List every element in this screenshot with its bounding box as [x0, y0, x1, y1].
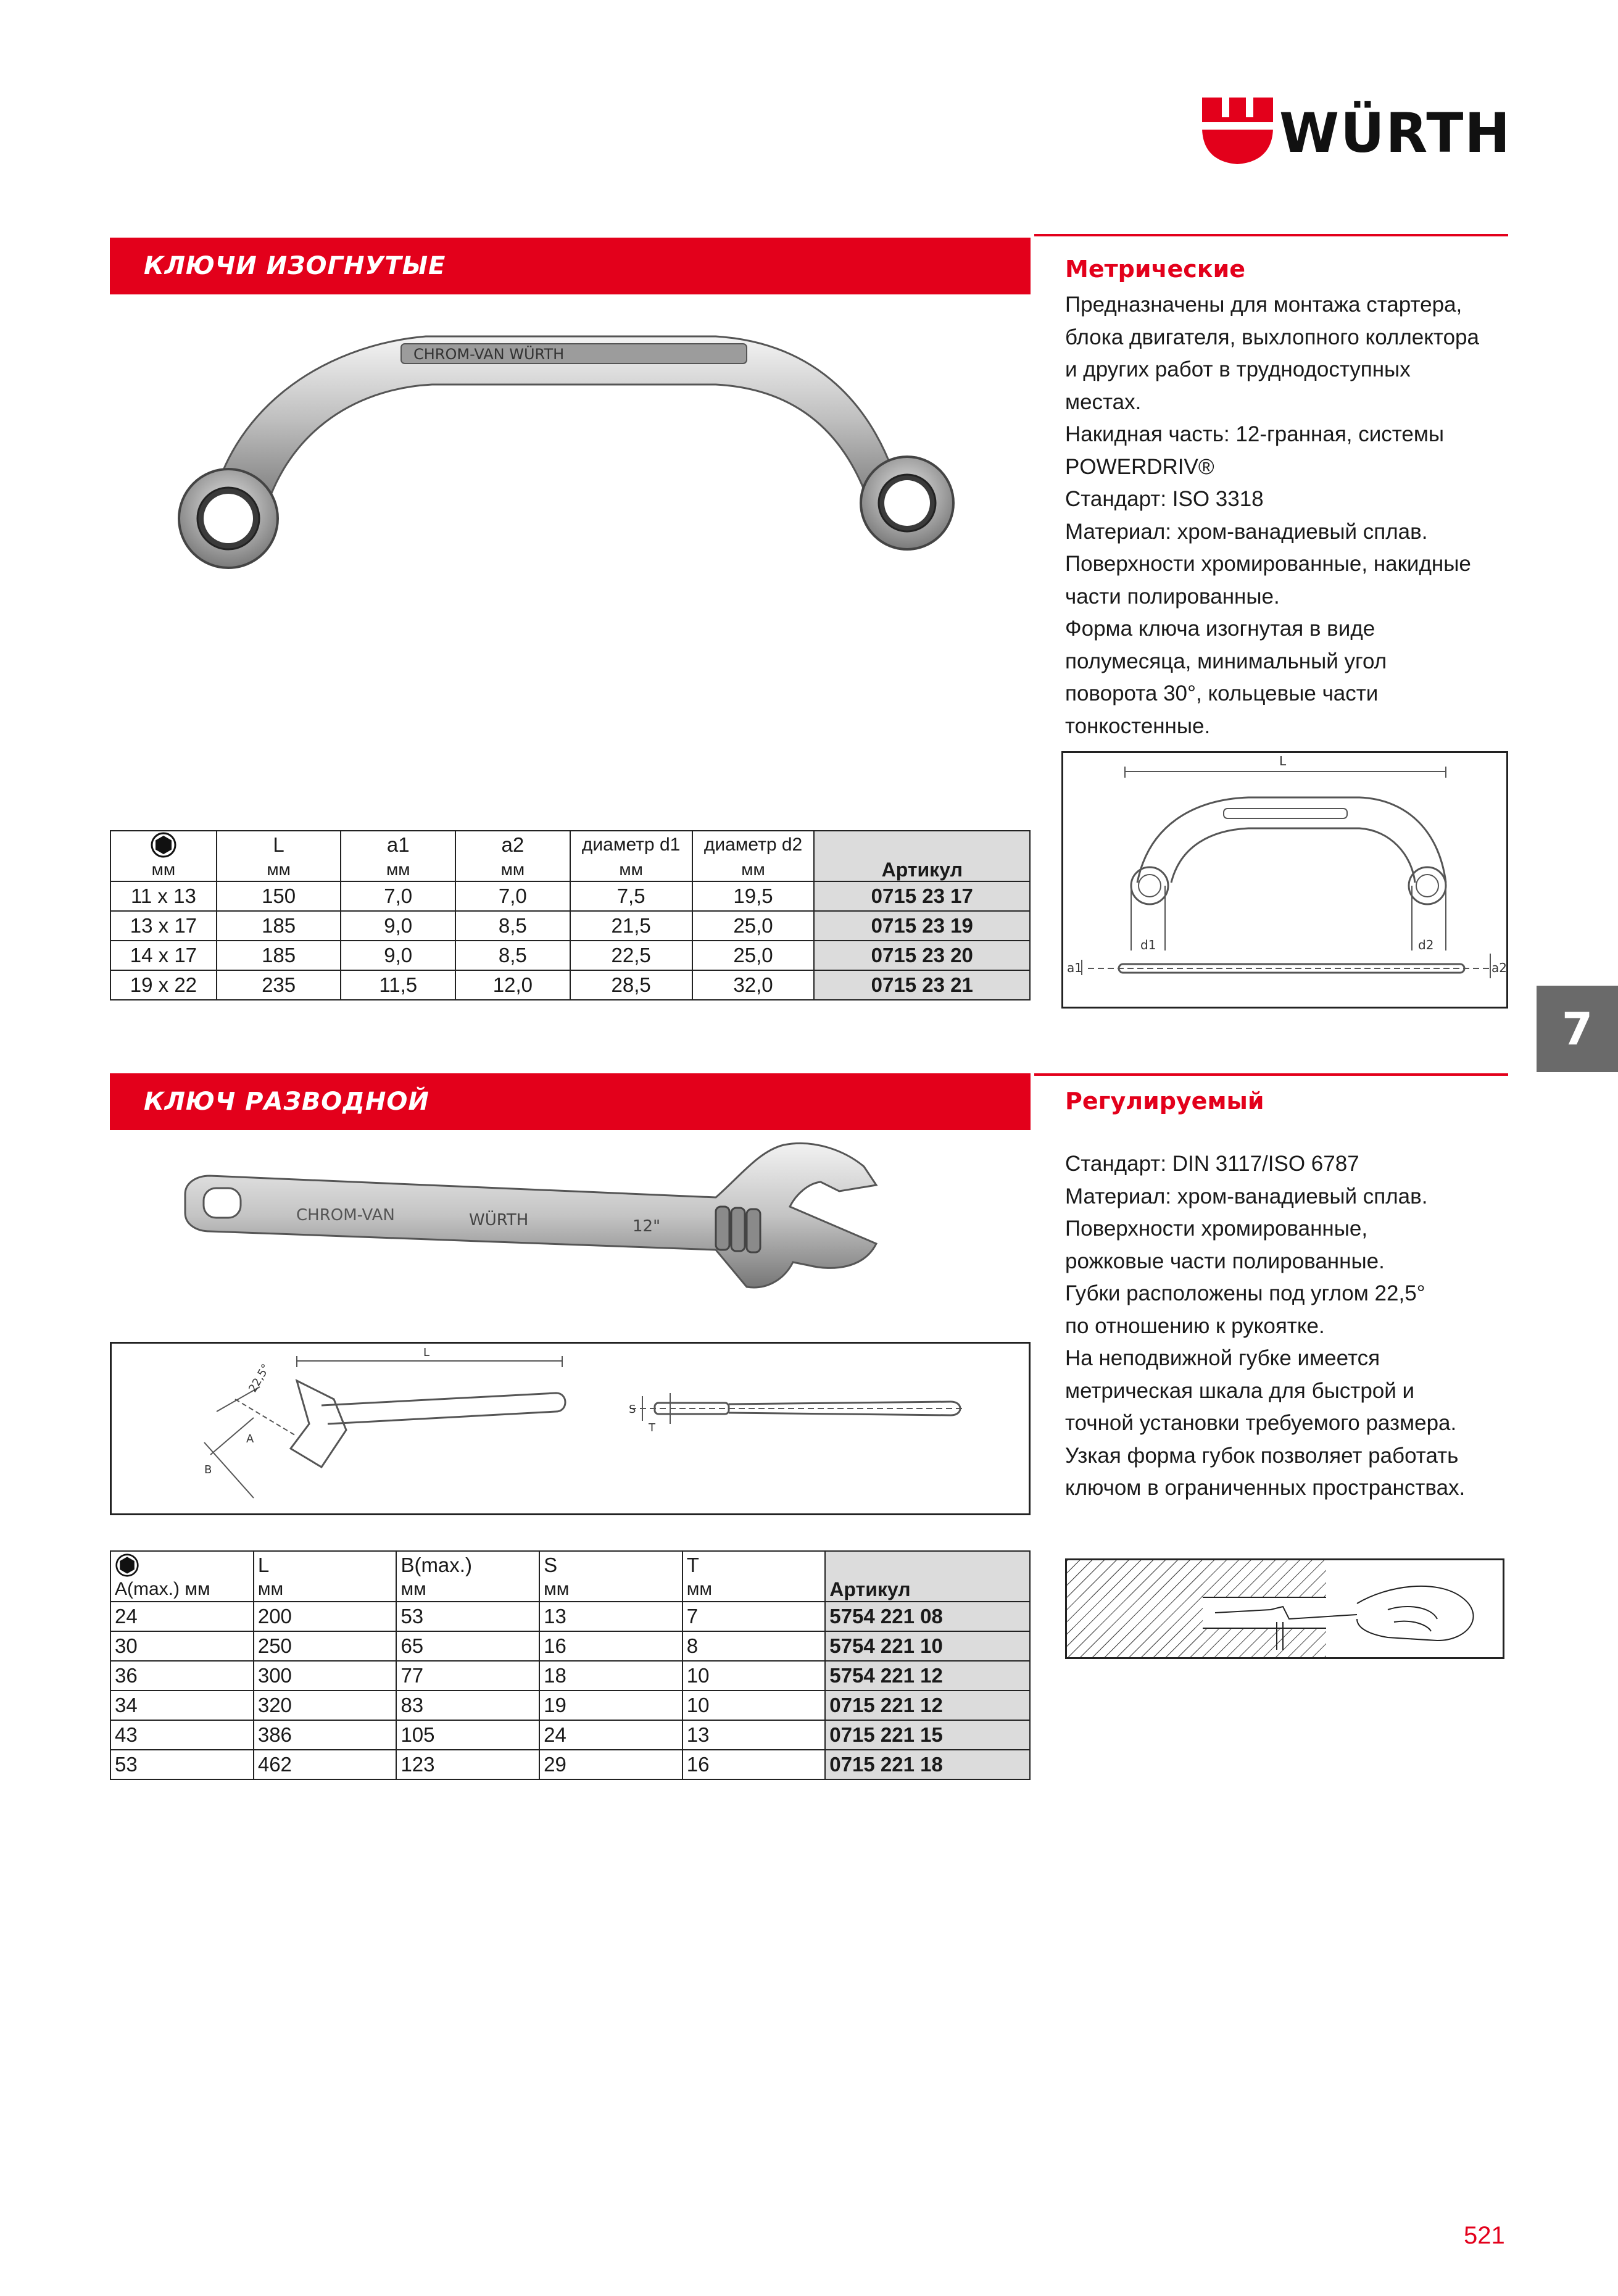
description-line: Материал: хром-ванадиевый сплав.: [1065, 1184, 1428, 1208]
curved-wrench-spec-table: [110, 830, 1031, 1000]
cell: 200: [254, 1602, 397, 1631]
description-line: Материал: хром-ванадиевый сплав.: [1065, 519, 1428, 544]
cell: 11,5: [341, 970, 455, 1000]
description-line: рожковые части полированные.: [1065, 1249, 1385, 1273]
table1-header: L: [217, 831, 341, 859]
section1-title: КЛЮЧИ ИЗОГНУТЫЕ: [144, 252, 446, 280]
cell: 185: [217, 911, 341, 941]
drawing-label-angle: 22,5°: [246, 1362, 273, 1395]
cell: 9,0: [341, 911, 455, 941]
section2-rule: [1034, 1073, 1508, 1076]
table2-header: L: [254, 1551, 397, 1578]
cell: 14 x 17: [110, 941, 217, 970]
table2-header-article-top: [825, 1551, 1030, 1578]
cell: 19 x 22: [110, 970, 217, 1000]
article-number: 0715 23 20: [814, 941, 1030, 970]
table2-unit: мм: [682, 1578, 826, 1602]
cell: 7: [682, 1602, 826, 1631]
description-line: местах.: [1065, 389, 1142, 414]
cell: 13 x 17: [110, 911, 217, 941]
adjustable-wrench-photo: [173, 1139, 907, 1318]
description-line: POWERDRIV®: [1065, 454, 1214, 479]
cell: 43: [110, 1720, 254, 1750]
cell: 13: [539, 1602, 682, 1631]
table2-header: B(max.): [396, 1551, 539, 1578]
table1-header: a1: [341, 831, 455, 859]
cell: 19: [539, 1691, 682, 1720]
curved-wrench-photo: [160, 312, 1024, 571]
cell: 150: [217, 881, 341, 911]
article-number: 0715 23 19: [814, 911, 1030, 941]
table-row: [110, 1602, 1030, 1631]
cell: 235: [217, 970, 341, 1000]
description-line: точной установки требуемого размера.: [1065, 1411, 1457, 1435]
description-line: Форма ключа изогнутая в виде: [1065, 617, 1375, 641]
table-row: [110, 970, 1030, 1000]
article-number: 0715 221 15: [825, 1720, 1030, 1750]
section2-description: [1065, 1148, 1509, 1505]
page-number: 521: [1464, 2222, 1505, 2249]
drawing-label-t: T: [649, 1421, 655, 1434]
article-number: 5754 221 08: [825, 1602, 1030, 1631]
section2-title: КЛЮЧ РАЗВОДНОЙ: [144, 1088, 429, 1116]
chapter-tab: 7: [1537, 986, 1618, 1072]
table2-header: S: [539, 1551, 682, 1578]
section2-subtitle: Регулируемый: [1065, 1088, 1264, 1115]
hex-size-header: [110, 831, 217, 859]
table1-unit: мм: [692, 859, 815, 881]
section2-title-bar: [110, 1073, 1031, 1130]
table1-header-article: Артикул: [814, 859, 1030, 881]
description-line: полумесяца, минимальный угол: [1065, 649, 1387, 673]
description-line: На неподвижной губке имеется: [1065, 1346, 1380, 1370]
cell: 77: [396, 1661, 539, 1691]
article-number: 0715 23 21: [814, 970, 1030, 1000]
drawing-label-b: B: [204, 1463, 212, 1476]
drawing-label-s: S: [629, 1403, 636, 1416]
description-line: Поверхности хромированные, накидные: [1065, 552, 1471, 576]
jaw-size-header: [110, 1551, 254, 1578]
cell: 24: [110, 1602, 254, 1631]
table2-unit: мм: [539, 1578, 682, 1602]
table-row: [110, 1720, 1030, 1750]
cell: 250: [254, 1631, 397, 1661]
cell: 7,0: [455, 881, 570, 911]
table1-header: диаметр d1: [570, 831, 692, 859]
table2-unit: мм: [254, 1578, 397, 1602]
drawing-label-a: A: [246, 1433, 254, 1445]
cell: 24: [539, 1720, 682, 1750]
table-row: [110, 1750, 1030, 1779]
description-line: Поверхности хромированные,: [1065, 1217, 1368, 1241]
section1-rule: [1034, 234, 1508, 236]
description-line: Накидная часть: 12-гранная, системы: [1065, 422, 1445, 446]
cell: 18: [539, 1661, 682, 1691]
table2-unit: A(max.) мм: [110, 1578, 254, 1602]
curved-wrench-drawing: [1061, 751, 1508, 1009]
table2-header-article: Артикул: [825, 1578, 1030, 1602]
cell: 8: [682, 1631, 826, 1661]
table-row: [110, 911, 1030, 941]
cell: 123: [396, 1750, 539, 1779]
cell: 462: [254, 1750, 397, 1779]
wurth-logo-icon: [1202, 98, 1273, 165]
table-row: [110, 1631, 1030, 1661]
cell: 16: [682, 1750, 826, 1779]
description-line: поворота 30°, кольцевые части: [1065, 681, 1379, 705]
table-row: [110, 941, 1030, 970]
table1-unit: мм: [570, 859, 692, 881]
table2-unit: мм: [396, 1578, 539, 1602]
section1-description: [1065, 289, 1509, 742]
description-line: Стандарт: ISO 3318: [1065, 487, 1264, 511]
article-number: 5754 221 12: [825, 1661, 1030, 1691]
description-line: и других работ в труднодоступных: [1065, 357, 1411, 381]
table2-header: T: [682, 1551, 826, 1578]
cell: 65: [396, 1631, 539, 1661]
drawing-label-a2: a2: [1491, 960, 1506, 975]
table1-unit: мм: [455, 859, 570, 881]
engraving-right: 12": [633, 1217, 661, 1236]
usage-illustration: [1065, 1558, 1504, 1659]
cell: 34: [110, 1691, 254, 1720]
cell: 105: [396, 1720, 539, 1750]
drawing-label-a1: a1: [1067, 960, 1082, 975]
cell: 25,0: [692, 941, 815, 970]
cell: 10: [682, 1691, 826, 1720]
table-row: [110, 881, 1030, 911]
article-number: 0715 221 18: [825, 1750, 1030, 1779]
table1-header: a2: [455, 831, 570, 859]
engraving-left: CHROM-VAN: [296, 1206, 395, 1225]
description-line: блока двигателя, выхлопного коллектора: [1065, 325, 1479, 349]
cell: 7,0: [341, 881, 455, 911]
drawing-label-d2: d2: [1418, 938, 1434, 952]
description-line: ключом в ограниченных пространствах.: [1065, 1476, 1466, 1500]
cell: 185: [217, 941, 341, 970]
cell: 53: [110, 1750, 254, 1779]
description-line: по отношению к рукоятке.: [1065, 1313, 1325, 1338]
table1-unit: мм: [110, 859, 217, 881]
description-line: тонкостенные.: [1065, 713, 1211, 738]
article-number: 0715 23 17: [814, 881, 1030, 911]
cell: 25,0: [692, 911, 815, 941]
hex-bolt-icon: [150, 831, 177, 859]
cell: 11 x 13: [110, 881, 217, 911]
description-line: Узкая форма губок позволяет работать: [1065, 1443, 1459, 1468]
drawing-label-l: L: [423, 1346, 430, 1359]
table1-header-article-top: [814, 831, 1030, 859]
cell: 32,0: [692, 970, 815, 1000]
cell: 16: [539, 1631, 682, 1661]
article-number: 0715 221 12: [825, 1691, 1030, 1720]
cell: 22,5: [570, 941, 692, 970]
cell: 320: [254, 1691, 397, 1720]
cell: 29: [539, 1750, 682, 1779]
wurth-logo: [1202, 98, 1511, 165]
cell: 10: [682, 1661, 826, 1691]
table1-unit: мм: [341, 859, 455, 881]
cell: 19,5: [692, 881, 815, 911]
cell: 8,5: [455, 911, 570, 941]
cell: 12,0: [455, 970, 570, 1000]
cell: 7,5: [570, 881, 692, 911]
adjustable-wrench-drawing: [110, 1342, 1031, 1515]
adjustable-wrench-spec-table: [110, 1550, 1031, 1780]
engraving-middle: WÜRTH: [469, 1211, 529, 1229]
table-row: [110, 1661, 1030, 1691]
article-number: 5754 221 10: [825, 1631, 1030, 1661]
cell: 83: [396, 1691, 539, 1720]
cell: 30: [110, 1631, 254, 1661]
table1-header: диаметр d2: [692, 831, 815, 859]
section1-subtitle: Метрические: [1065, 256, 1246, 283]
table-row: [110, 1691, 1030, 1720]
cell: 21,5: [570, 911, 692, 941]
description-line: части полированные.: [1065, 584, 1280, 609]
table1-unit: мм: [217, 859, 341, 881]
engraving-text: CHROM-VAN WÜRTH: [413, 346, 565, 363]
description-line: метрическая шкала для быстрой и: [1065, 1378, 1415, 1403]
drawing-label-l: L: [1279, 754, 1287, 768]
hex-bolt-icon: [115, 1553, 139, 1578]
drawing-label-d1: d1: [1140, 938, 1156, 952]
cell: 300: [254, 1661, 397, 1691]
cell: 8,5: [455, 941, 570, 970]
cell: 36: [110, 1661, 254, 1691]
description-line: Предназначены для монтажа стартера,: [1065, 293, 1462, 317]
cell: 28,5: [570, 970, 692, 1000]
description-line: Стандарт: DIN 3117/ISO 6787: [1065, 1152, 1359, 1176]
cell: 386: [254, 1720, 397, 1750]
cell: 13: [682, 1720, 826, 1750]
cell: 9,0: [341, 941, 455, 970]
description-line: Губки расположены под углом 22,5°: [1065, 1281, 1425, 1305]
section1-title-bar: [110, 238, 1031, 294]
cell: 53: [396, 1602, 539, 1631]
brand-name: WÜRTH: [1279, 101, 1512, 165]
